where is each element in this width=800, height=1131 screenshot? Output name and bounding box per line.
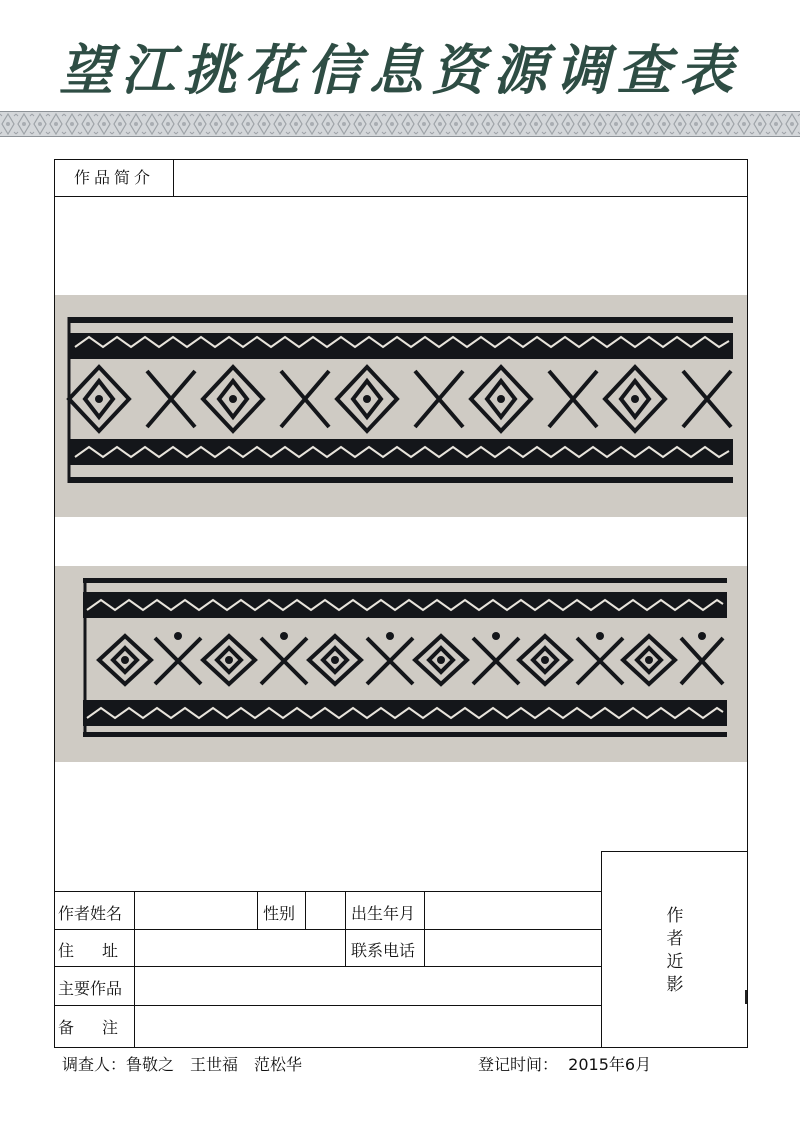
embroidery-photo-1 [55,295,747,517]
photo-box-top-line [601,851,748,852]
embroidery-photo-2 [55,566,747,762]
page-title: 望江挑花信息资源调查表 [59,38,741,102]
gender-label: 性别 [263,904,296,923]
gender-right-line [305,891,306,929]
author-name-label: 作者姓名 [58,904,123,923]
author-photo-label-char: 近 [666,952,684,972]
decorative-pattern-band [0,111,800,137]
author-photo-label-char: 影 [666,975,684,995]
intro-divider [173,159,174,197]
info-row4-top-line [54,1005,602,1006]
investigators-text: 调查人：鲁敬之 王世福 范松华 [62,1055,303,1074]
info-row3-top-line [54,966,602,967]
phone-label: 联系电话 [351,941,416,960]
author-photo-label-char: 作 [666,906,684,926]
gender-left-line [257,891,258,929]
intro-label: 作品简介 [73,168,154,187]
intro-row-bottom-line [54,196,748,197]
main-works-label: 主要作品 [58,979,123,998]
author-photo-label-char: 者 [666,929,684,949]
info-row2-top-line [54,929,602,930]
birth-date-label: 出生年月 [351,904,416,923]
info-label-divider [134,891,135,1048]
registration-date-text: 登记时间： 2015年6月 [478,1055,652,1074]
address-label: 住 址 [58,941,125,960]
info-row1-top-line [54,891,602,892]
birth-left-line [345,891,346,966]
notes-label: 备 注 [58,1018,125,1037]
author-photo-label [602,905,748,997]
birth-right-line [424,891,425,966]
margin-mark [745,990,747,1004]
